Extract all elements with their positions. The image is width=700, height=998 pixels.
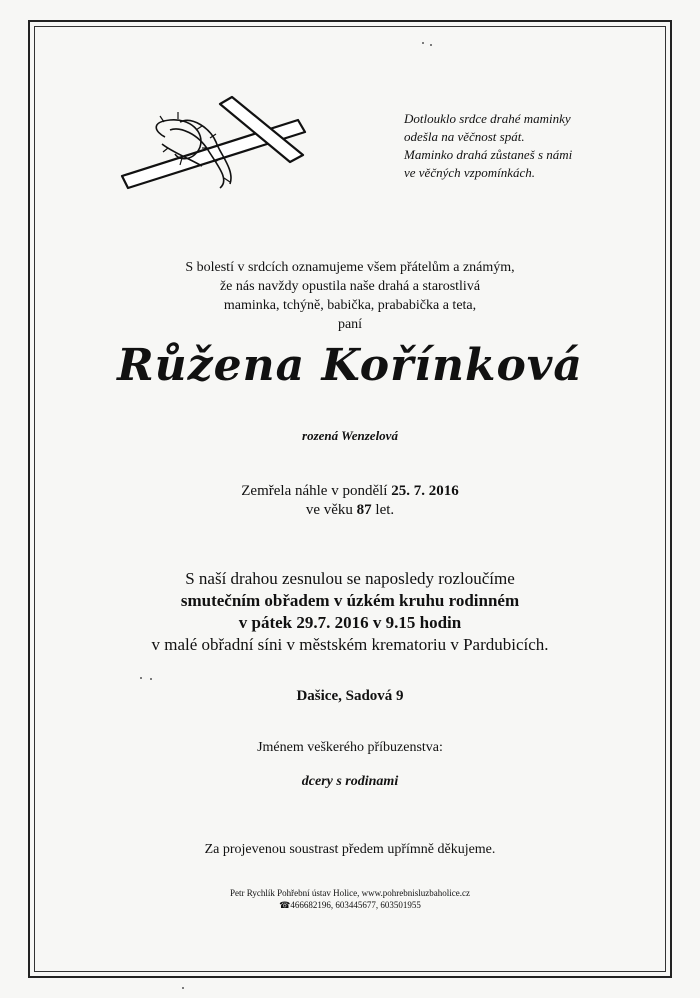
- poem-line: ve věčných vzpomínkách.: [404, 165, 536, 180]
- poem-line: Maminko drahá zůstaneš s námi: [404, 147, 573, 162]
- footer-line: Petr Rychlík Pohřební ústav Holice, www.pohrebnisluzbaholice.cz: [230, 888, 470, 898]
- ceremony-line-bold: smutečním obřadem v úzkém kruhu rodinném: [180, 591, 520, 610]
- poem-line: Dotlouklo srdce drahé maminky: [404, 111, 571, 126]
- ceremony-datetime: v pátek 29.7. 2016 v 9.15 hodin: [238, 613, 462, 632]
- death-info: [34, 482, 666, 520]
- scan-speck: [182, 987, 184, 989]
- ceremony-place: v malé obřadní síni v městském krematoriu v Pardubicích.: [151, 635, 549, 654]
- thanks-text: Za projevenou soustrast předem upřímně děkujeme.: [204, 842, 496, 857]
- announcement-intro: [34, 258, 666, 334]
- ceremony-info: [34, 568, 666, 656]
- intro-line: že nás navždy opustila naše drahá a starostlivá: [219, 279, 481, 294]
- scan-speck: [430, 44, 432, 46]
- maiden-name: rozená Wenzelová: [302, 428, 398, 443]
- intro-line: maminka, tchýně, babička, prababička a teta,: [223, 298, 477, 313]
- poem-verse: [404, 110, 634, 182]
- family-names: dcery s rodinami: [301, 774, 399, 789]
- footer-contact: ☎466682196, 603445677, 603501955: [279, 900, 421, 910]
- funeral-home-footer: [34, 887, 666, 911]
- intro-line: S bolestí v srdcích oznamujeme všem přátelům a známým,: [185, 260, 515, 275]
- age-text: ve věku: [305, 502, 357, 518]
- cross-with-thorns-icon: [120, 92, 315, 202]
- scan-speck: [422, 42, 424, 44]
- address: Dašice, Sadová 9: [296, 688, 404, 704]
- scan-speck: [150, 678, 152, 680]
- family-label: Jménem veškerého příbuzenstva:: [257, 740, 443, 755]
- death-text: Zemřela náhle v pondělí: [241, 483, 392, 499]
- ceremony-line: S naší drahou zesnulou se naposledy rozloučíme: [185, 569, 515, 588]
- intro-line: paní: [337, 317, 363, 332]
- death-date: 25. 7. 2016: [391, 483, 459, 499]
- deceased-name: Růžena Kořínková: [117, 340, 583, 391]
- age-value: 87: [356, 502, 372, 518]
- age-suffix: let.: [371, 502, 395, 518]
- poem-line: odešla na věčnost spát.: [404, 129, 525, 144]
- scan-speck: [140, 677, 142, 679]
